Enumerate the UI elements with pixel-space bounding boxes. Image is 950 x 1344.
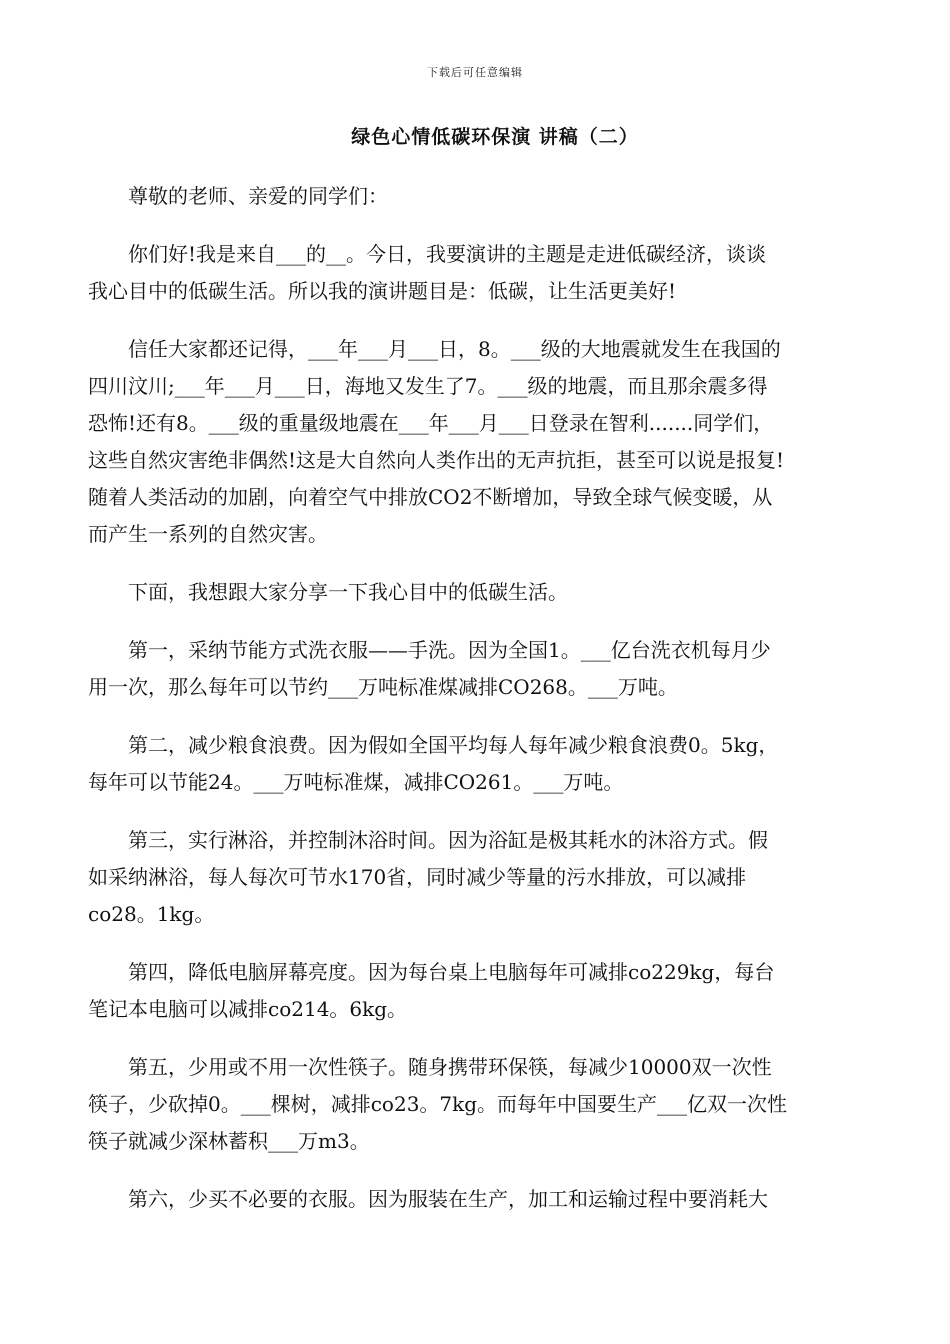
- paragraph: [88, 574, 860, 611]
- paragraph-line: 我心目中的低碳生活。所以我的演讲题目是：低碳，让生活更美好!: [88, 279, 677, 303]
- paragraph-line: 每年可以节能24。___万吨标准煤，减排CO261。___万吨。: [88, 770, 624, 794]
- paragraph-line: 恐怖!还有8。___级的重量级地震在___年___月___日登录在智利.......同学们，: [88, 411, 774, 435]
- paragraph-line: 第二，减少粮食浪费。因为假如全国平均每人每年减少粮食浪费0。5kg，: [128, 733, 779, 757]
- paragraph: [88, 954, 860, 1028]
- paragraph: [88, 727, 860, 801]
- paragraph-line: 尊敬的老师、亲爱的同学们：: [128, 184, 388, 208]
- paragraph: [88, 632, 860, 706]
- paragraph-line: 如采纳淋浴，每人每次可节水170省，同时减少等量的污水排放，可以减排: [88, 865, 747, 889]
- paragraph-line: 笔记本电脑可以减排co214。6kg。: [88, 997, 408, 1021]
- paragraph-line: 用一次，那么每年可以节约___万吨标准煤减排CO268。___万吨。: [88, 675, 678, 699]
- paragraph-line: 而产生一系列的自然灾害。: [88, 522, 328, 546]
- document-body: [88, 178, 860, 1239]
- paragraph: [88, 331, 860, 553]
- paragraph-line: 四川汶川;___年___月___日，海地又发生了7。___级的地震，而且那余震多得: [88, 374, 768, 398]
- paragraph-line: 下面，我想跟大家分享一下我心目中的低碳生活。: [128, 580, 568, 604]
- paragraph-line: 第一，采纳节能方式洗衣服——手洗。因为全国1。___亿台洗衣机每月少: [128, 638, 771, 662]
- paragraph-line: 这些自然灾害绝非偶然!这是大自然向人类作出的无声抗拒，甚至可以说是报复!: [88, 448, 785, 472]
- paragraph-line: 第五，少用或不用一次性筷子。随身携带环保筷，每减少10000双一次性: [128, 1055, 772, 1079]
- paragraph: [88, 822, 860, 933]
- document-title: 绿色心情低碳环保演 讲稿（二）: [351, 126, 639, 148]
- paragraph-line: co28。1kg。: [88, 902, 215, 926]
- paragraph: [88, 1049, 860, 1160]
- paragraph-line: 信任大家都还记得，___年___月___日，8。___级的大地震就发生在我国的: [128, 337, 781, 361]
- paragraph: [88, 1181, 860, 1218]
- paragraph-line: 第三，实行淋浴，并控制沐浴时间。因为浴缸是极其耗水的沐浴方式。假: [128, 828, 768, 852]
- paragraph-line: 第四，降低电脑屏幕亮度。因为每台桌上电脑每年可减排co229kg，每台: [128, 960, 775, 984]
- header-note: 下载后可任意编辑: [427, 66, 523, 79]
- paragraph-line: 筷子就减少深林蓄积___万m3。: [88, 1129, 370, 1153]
- paragraph: [88, 178, 860, 215]
- paragraph-line: 筷子，少砍掉0。___棵树，减排co23。7kg。而每年中国要生产___亿双一次性: [88, 1092, 788, 1116]
- paragraph: [88, 236, 860, 310]
- paragraph-line: 随着人类活动的加剧，向着空气中排放CO2不断增加，导致全球气候变暖，从: [88, 485, 773, 509]
- paragraph-line: 你们好!我是来自___的__。今日，我要演讲的主题是走进低碳经济，谈谈: [128, 242, 767, 266]
- paragraph-line: 第六，少买不必要的衣服。因为服装在生产，加工和运输过程中要消耗大: [128, 1187, 768, 1211]
